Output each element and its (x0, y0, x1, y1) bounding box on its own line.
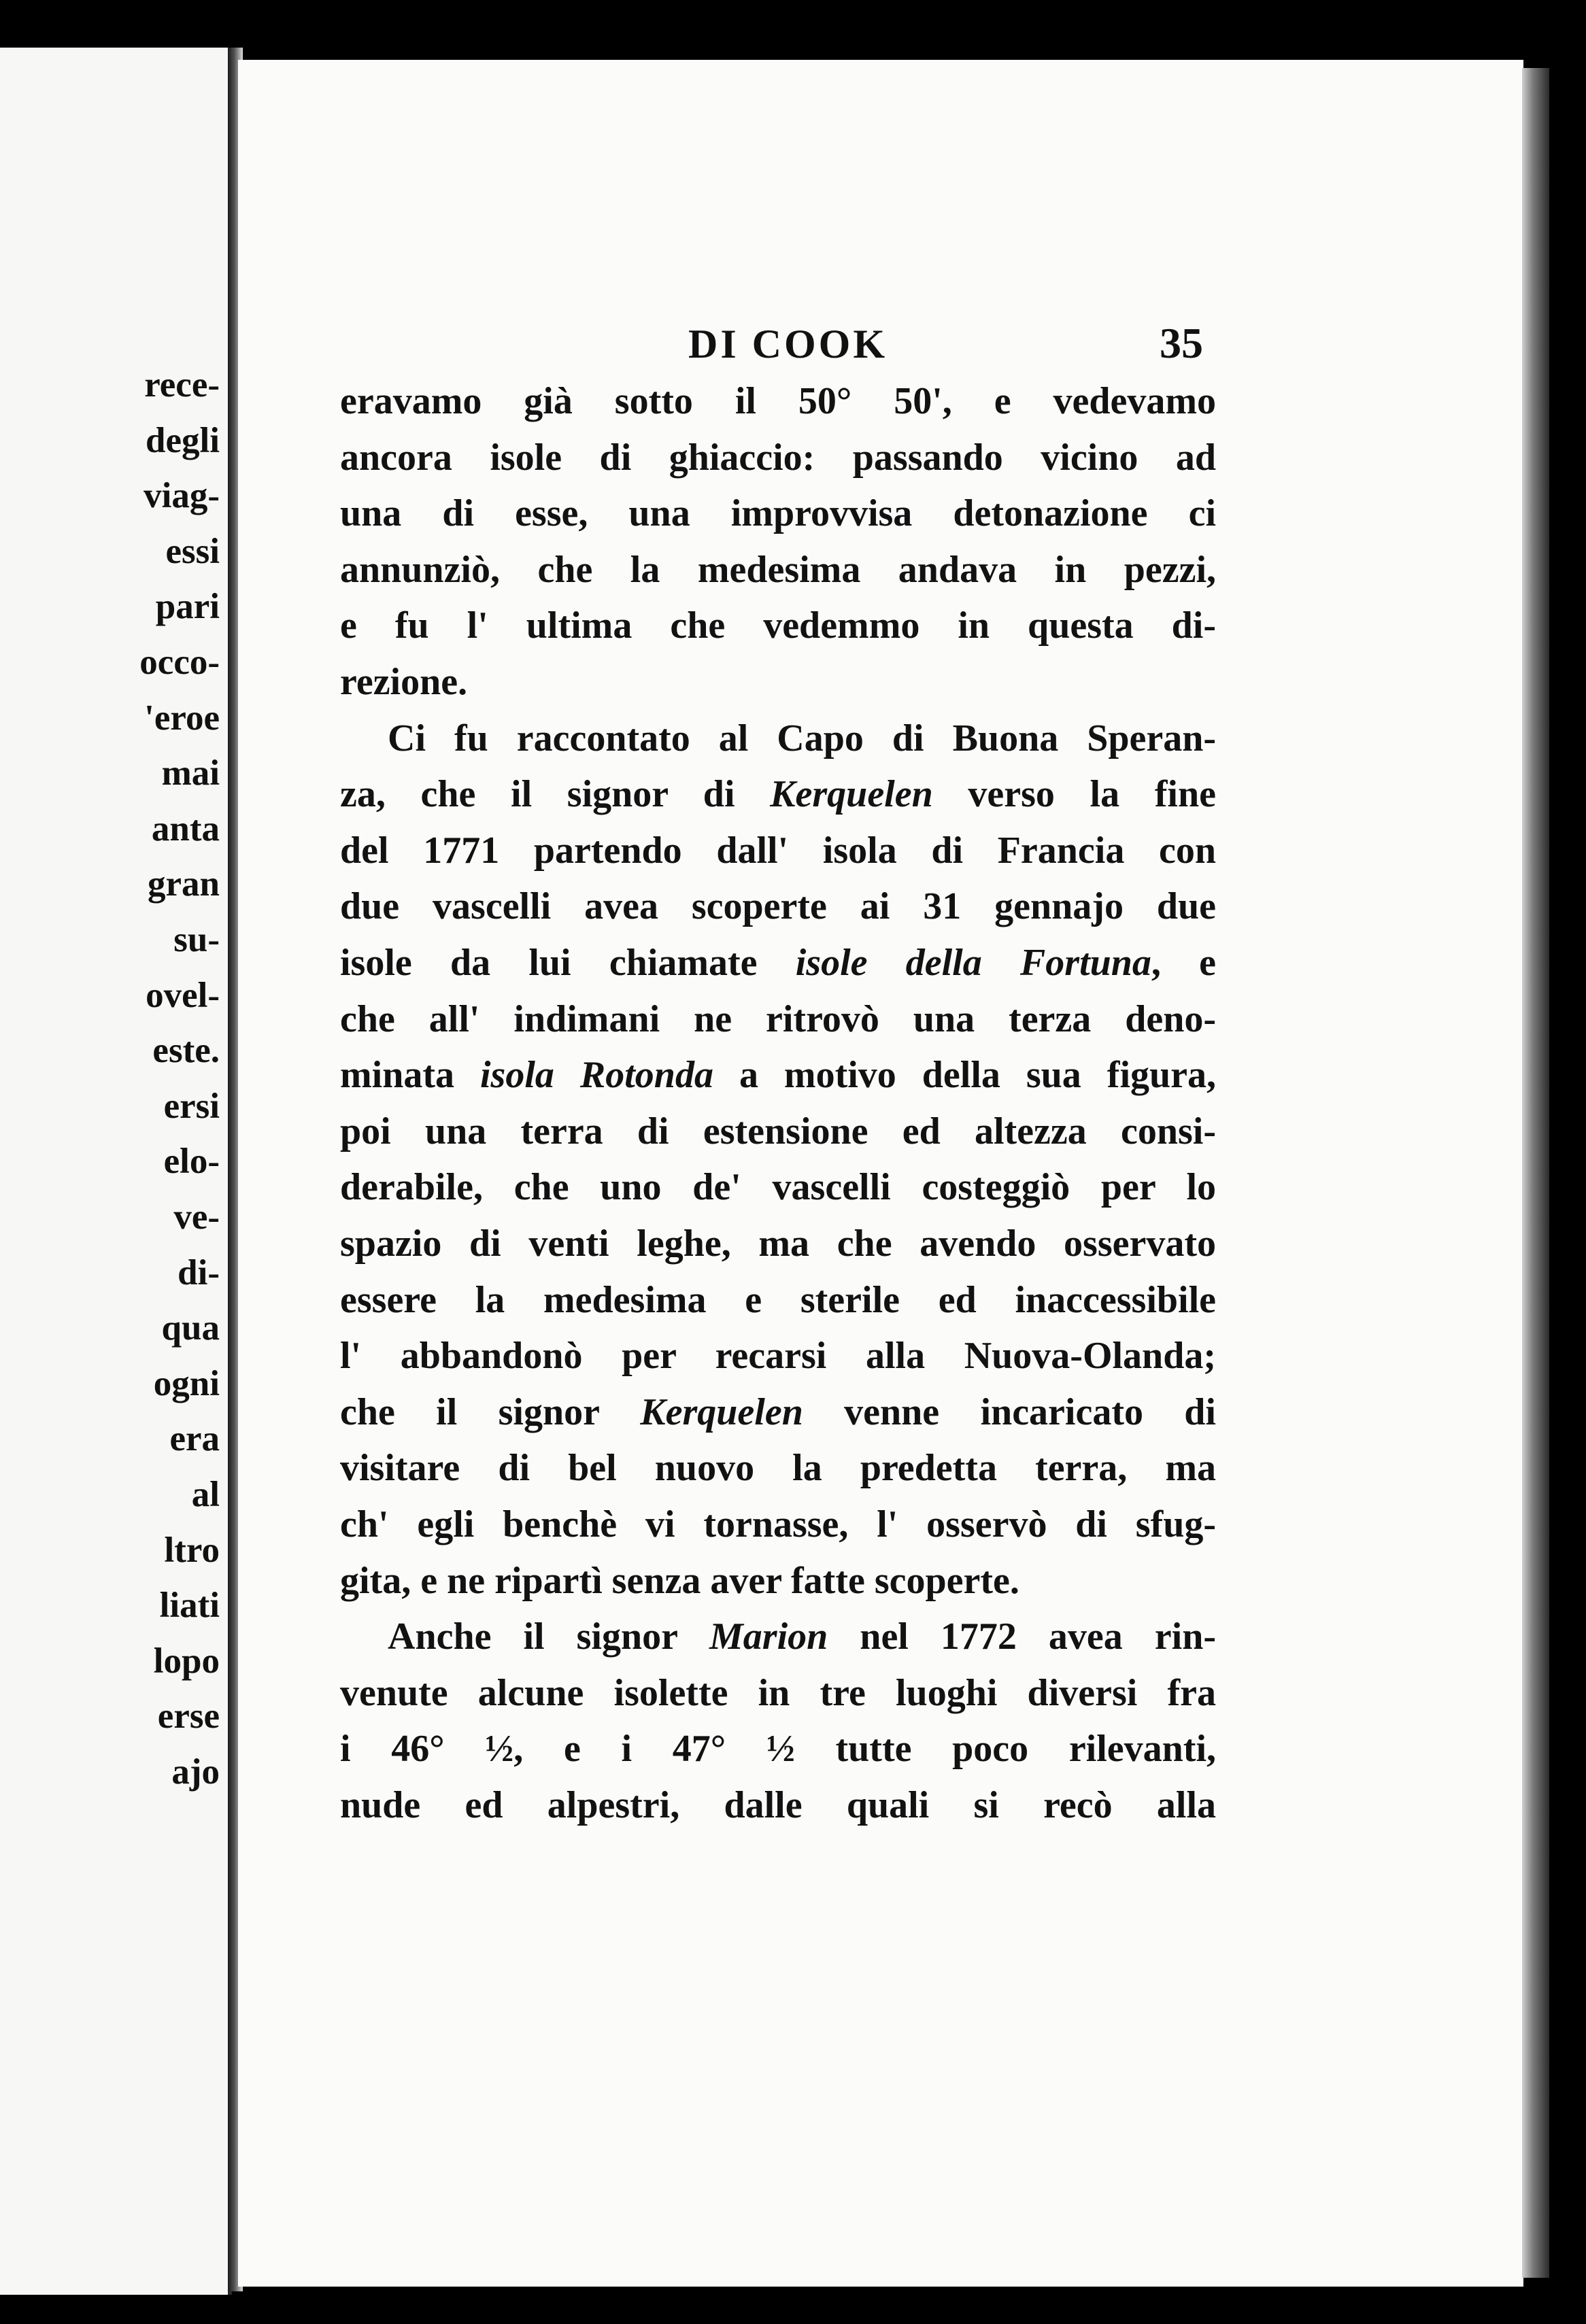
text-line: gita, e ne ripartì senza aver fatte scoperte. (340, 1559, 1019, 1602)
left-page-line: pari (155, 587, 220, 627)
left-page-line: ve- (173, 1197, 220, 1237)
text-line (388, 1618, 1216, 1656)
text-line: e fu l' ultima che vedemmo in questa di- (340, 604, 1216, 647)
left-page-line: rece- (144, 365, 220, 405)
text-line: nude ed alpestri, dalle quali si recò alla (340, 1784, 1216, 1826)
text-line: ch' egli benchè vi tornasse, l' osservò di sfug- (340, 1503, 1216, 1545)
left-page-line: elo- (163, 1142, 220, 1182)
left-page-line: di- (178, 1252, 220, 1293)
text-line (340, 1054, 1217, 1097)
text-line: i 46° ½, e i 47° ½ tutte poco rilevanti, (340, 1728, 1216, 1771)
text-line: rezione. (340, 661, 468, 703)
italic-name: Marion (709, 1616, 828, 1658)
text-line: visitare di bel nuovo la predetta terra, ma (340, 1447, 1216, 1490)
left-page-line: gran (148, 864, 220, 904)
text-line: due vascelli avea scoperte ai 31 gennajo due (340, 885, 1216, 928)
running-head: DI COOK (688, 322, 888, 366)
text-line: l' abbandonò per recarsi alla Nuova-Olanda; (340, 1335, 1216, 1378)
italic-name: isole della Fortuna (795, 942, 1151, 984)
left-page-line: viag- (144, 476, 220, 516)
text-segment: minata (340, 1054, 480, 1097)
text-line: poi una terra di estensione ed altezza consi- (340, 1110, 1216, 1152)
text-line: essere la medesima e sterile ed inaccessibile (340, 1278, 1216, 1321)
text-line: derabile, che uno de' vascelli costeggiò per lo (340, 1166, 1216, 1209)
text-line: che all' indimani ne ritrovò una terza deno- (340, 997, 1216, 1040)
left-page-line: 'eroe (144, 698, 220, 738)
text-segment: venne incaricato di (803, 1390, 1216, 1433)
left-page-line: ogni (153, 1363, 220, 1403)
left-page-line: al (191, 1475, 220, 1514)
left-page-line: este. (152, 1031, 220, 1071)
text-segment: isole da lui chiamate (340, 942, 796, 984)
text-segment: a motivo della sua figura, (713, 1054, 1217, 1097)
text-line: Ci fu raccontato al Capo di Buona Speran- (388, 717, 1216, 759)
left-page-line: ajo (171, 1752, 220, 1792)
text-line: del 1771 partendo dall' isola di Francia con (340, 829, 1216, 872)
text-line: ancora isole di ghiaccio: passando vicino ad (340, 436, 1216, 479)
italic-name: Kerquelen (640, 1390, 803, 1433)
left-page-line: degli (146, 420, 220, 460)
text-line: venute alcune isolette in tre luoghi diversi fra (340, 1671, 1216, 1714)
text-line: annunziò, che la medesima andava in pezzi, (340, 548, 1216, 591)
left-page-line: ovel- (146, 975, 220, 1015)
italic-name: isola Rotonda (480, 1054, 713, 1097)
text-line: una di esse, una improvvisa detonazione ci (340, 492, 1216, 535)
text-line (340, 773, 1216, 816)
left-page-line: occo- (139, 643, 220, 682)
text-segment: , e (1151, 942, 1216, 984)
text-segment: nel 1772 avea rin- (828, 1616, 1217, 1658)
left-page-line: era (169, 1419, 220, 1459)
italic-name: Kerquelen (770, 773, 933, 816)
text-segment: che il signor (340, 1390, 641, 1433)
previous-page-fragment (0, 48, 232, 2295)
left-page-line: ltro (164, 1530, 220, 1570)
page-edge (1522, 68, 1549, 2278)
left-page-line: anta (151, 808, 220, 849)
left-page-line: lopo (153, 1641, 220, 1681)
text-segment: za, che il signor di (340, 773, 771, 816)
text-line (340, 1390, 1216, 1433)
page-number: 35 (1160, 319, 1203, 367)
text-line (340, 944, 1216, 982)
text-line: spazio di venti leghe, ma che avendo osservato (340, 1223, 1216, 1265)
left-page-line: qua (161, 1308, 220, 1348)
left-page-line: liati (159, 1586, 220, 1626)
left-page-line: su- (173, 920, 220, 959)
text-segment: verso la fine (932, 773, 1216, 816)
text-line: eravamo già sotto il 50° 50', e vedevamo (340, 380, 1216, 422)
left-page-line: ersi (163, 1086, 220, 1126)
left-page-line: essi (165, 531, 220, 571)
left-page-line: erse (157, 1696, 220, 1737)
left-page-line: mai (161, 753, 220, 793)
text-segment: Anche il signor (388, 1616, 709, 1658)
